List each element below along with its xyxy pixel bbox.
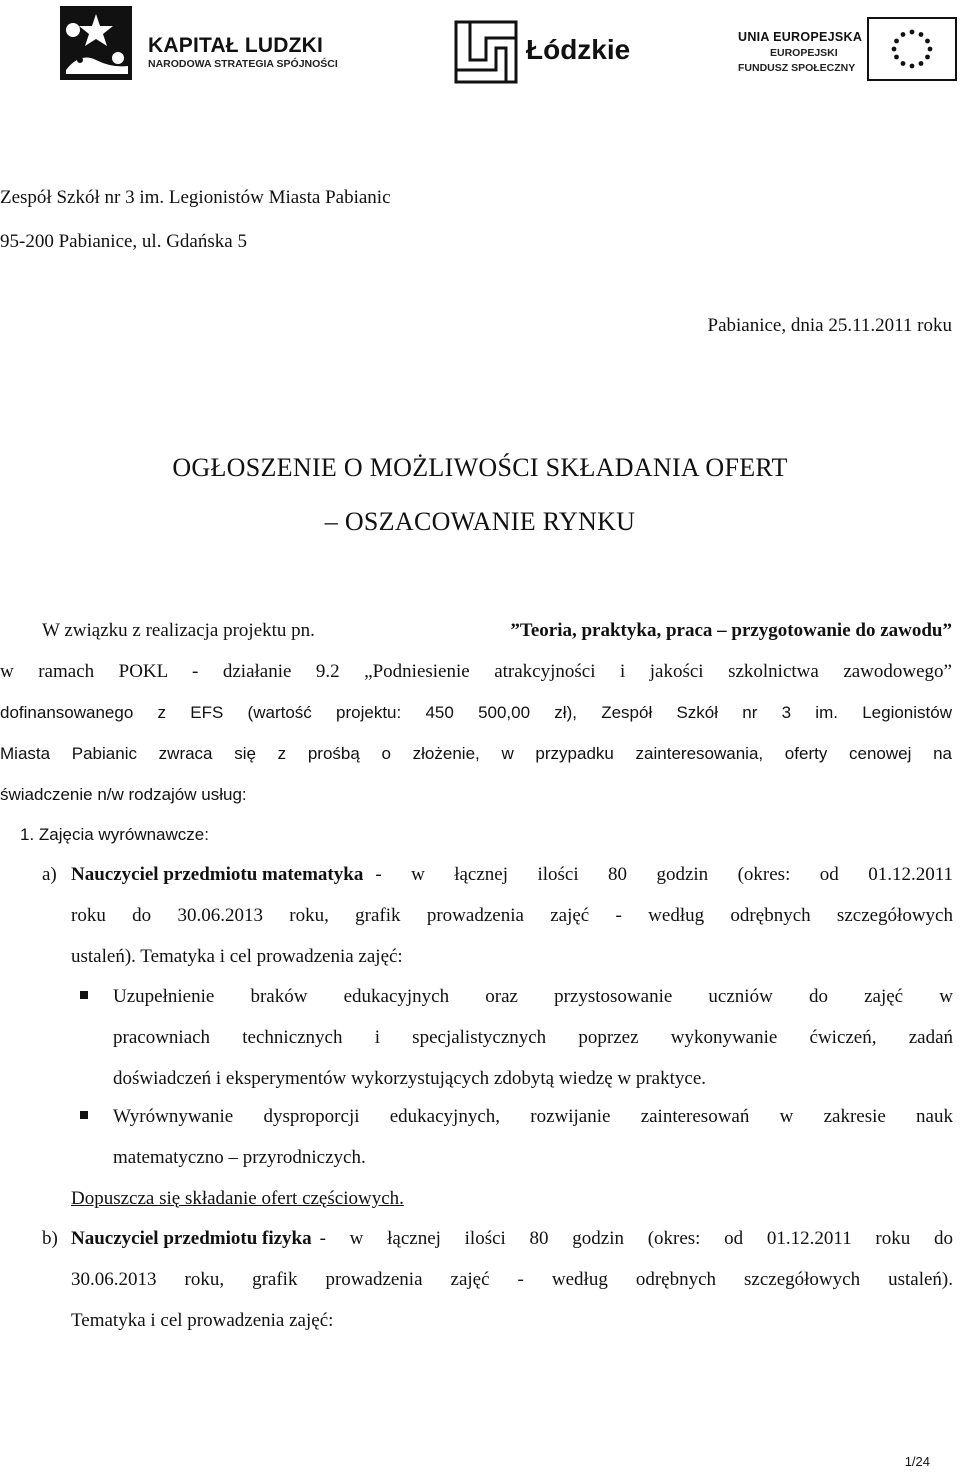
item-a-line-3: ustaleń). Tematyka i cel prowadzenia zajęć: <box>71 946 403 967</box>
item-b-title: Nauczyciel przedmiotu fizyka <box>71 1228 312 1249</box>
bullet-2-line-2: matematyczno – przyrodniczych. <box>113 1147 366 1168</box>
item-b-line-1 <box>71 1228 953 1250</box>
item-b-line-2: 30.06.2013 roku, grafik prowadzenia zajęć - według odrębnych szczegółowych ustaleń). <box>71 1269 953 1290</box>
item-a-title: Nauczyciel przedmiotu matematyka <box>71 864 364 885</box>
item-b-line-1-rest: - w łącznej ilości 80 godzin (okres: od 01.12.2011 roku do <box>319 1228 953 1249</box>
intro-line-2: w ramach POKL - działanie 9.2 „Podniesienie atrakcyjności i jakości szkolnictwa zawodowego” <box>0 661 952 682</box>
eu-title: UNIA EUROPEJSKA <box>738 30 863 44</box>
eu-fund-line1: EUROPEJSKI <box>770 47 838 59</box>
sender-name: Zespół Szkół nr 3 im. Legionistów Miasta Pabianic <box>0 187 391 208</box>
project-name: ”Teoria, praktyka, praca – przygotowanie do zawodu” <box>510 620 952 641</box>
eu-fund-line2: FUNDUSZ SPOŁECZNY <box>738 62 856 74</box>
item-a-marker: a) <box>42 864 57 885</box>
intro-line-1-text: W związku z realizacja projektu pn. <box>42 620 315 641</box>
item-b-marker: b) <box>42 1228 58 1249</box>
item-a-line-2: roku do 30.06.2013 roku, grafik prowadzenia zajęć - według odrębnych szczegółowych <box>71 905 953 926</box>
sender-address: 95-200 Pabianice, ul. Gdańska 5 <box>0 231 247 252</box>
lodzkie-logo <box>456 22 516 82</box>
section-heading: 1. Zajęcia wyrównawcze: <box>20 825 209 844</box>
bullet-icon <box>80 1111 88 1119</box>
bullet-icon <box>80 991 88 999</box>
item-b-line-3: Tematyka i cel prowadzenia zajęć: <box>71 1310 334 1331</box>
partial-offers-note: Dopuszcza się składanie ofert częściowych. <box>71 1188 404 1209</box>
kapital-ludzki-logo <box>60 6 132 80</box>
intro-line-1 <box>42 620 952 642</box>
item-a-line-1 <box>71 864 953 886</box>
bullet-1-line-1: Uzupełnienie braków edukacyjnych oraz przystosowanie uczniów do zajęć w <box>113 986 953 1007</box>
page-number: 1/24 <box>904 1454 930 1469</box>
bullet-2-line-1: Wyrównywanie dysproporcji edukacyjnych, rozwijanie zainteresowań w zakresie nauk <box>113 1106 953 1127</box>
intro-line-3: dofinansowanego z EFS (wartość projektu: 450 500,00 zł), Zespół Szkół nr 3 im. Legionistów <box>0 703 952 722</box>
date-line: Pabianice, dnia 25.11.2011 roku <box>707 315 952 336</box>
page-title: OGŁOSZENIE O MOŻLIWOŚCI SKŁADANIA OFERT <box>172 453 788 482</box>
item-a-line-1-rest: - w łącznej ilości 80 godzin (okres: od 01.12.2011 <box>375 864 953 885</box>
kapital-ludzki-subtitle: NARODOWA STRATEGIA SPÓJNOŚCI <box>148 58 338 70</box>
intro-line-5: świadczenie n/w rodzajów usług: <box>0 785 247 804</box>
intro-line-4: Miasta Pabianic zwraca się z prośbą o złożenie, w przypadku zainteresowania, oferty cenowej na <box>0 744 952 763</box>
lodzkie-title: Łódzkie <box>526 34 631 65</box>
bullet-1-line-2: pracowniach technicznych i specjalistycznych poprzez wykonywanie ćwiczeń, zadań <box>113 1027 953 1048</box>
bullet-1-line-3: doświadczeń i eksperymentów wykorzystujących zdobytą wiedzę w praktyce. <box>113 1068 707 1089</box>
kapital-ludzki-title: KAPITAŁ LUDZKI <box>148 34 324 57</box>
page-subtitle: – OSZACOWANIE RYNKU <box>324 507 636 536</box>
eu-flag-icon <box>868 18 956 80</box>
